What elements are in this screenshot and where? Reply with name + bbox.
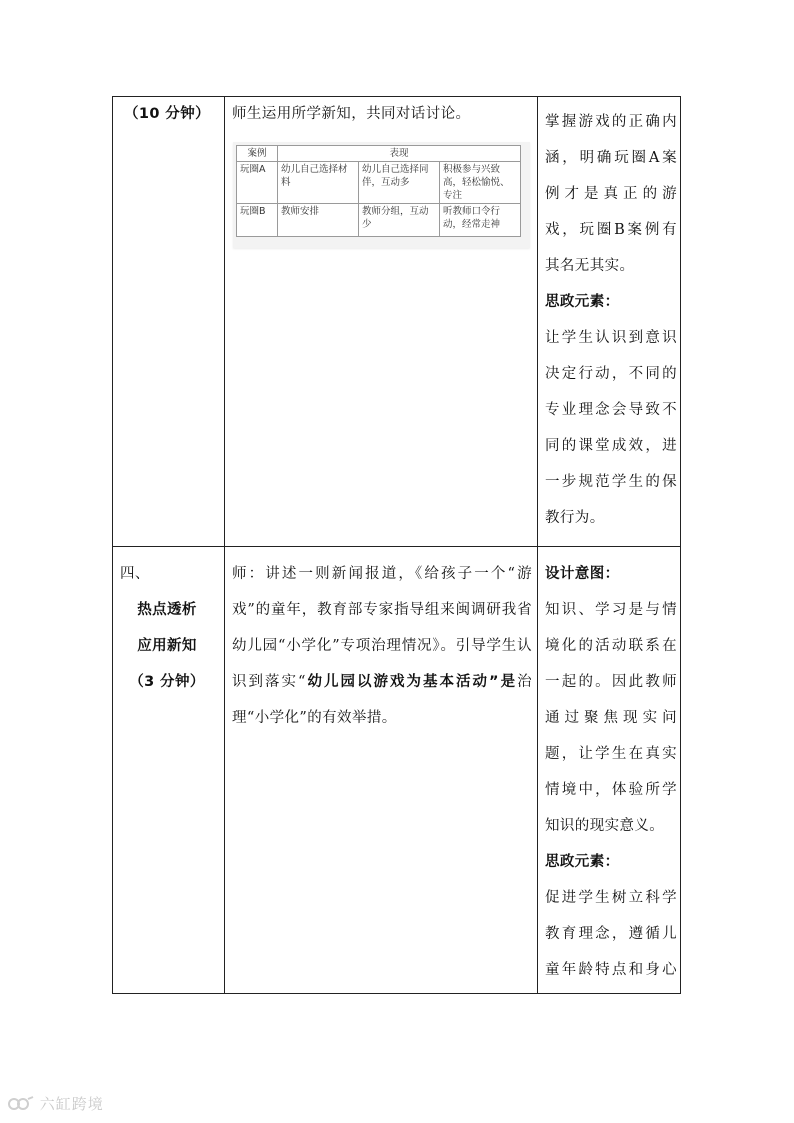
table-divider-1 xyxy=(224,96,225,994)
note-line: 专业理念会导致不 xyxy=(545,402,677,418)
row2-content-cell xyxy=(232,556,532,736)
note-line: 情境中，体验所学 xyxy=(545,782,677,798)
table-cell: 教师分组，互动少 xyxy=(359,204,440,237)
table-cell: 幼儿自己选择材料 xyxy=(278,162,359,204)
note-line: 涵，明确玩圈A案 xyxy=(545,150,677,166)
note-line: 同的课堂成效，进 xyxy=(545,438,677,454)
teacher-narrative xyxy=(232,556,532,736)
row1-intro: 师生运用所学新知，共同对话讨论。 xyxy=(232,106,471,122)
table-row-divider xyxy=(112,546,681,547)
note-line: 其名无其实。 xyxy=(545,258,635,274)
watermark xyxy=(8,1093,104,1114)
row1-content-cell xyxy=(232,96,532,132)
row1-notes-cell xyxy=(545,104,677,536)
section-number: 四、 xyxy=(120,566,150,582)
case-name: 玩圈B xyxy=(237,204,278,237)
section-title-line2: 应用新知 xyxy=(137,638,197,654)
note-line: 掌握游戏的正确内 xyxy=(545,114,677,130)
row1-time: （10 分钟） xyxy=(123,106,211,122)
table-row xyxy=(237,162,521,204)
note-line: 童年龄特点和身心 xyxy=(545,962,677,978)
row2-notes-cell xyxy=(545,556,677,988)
case-name: 玩圈A xyxy=(237,162,278,204)
table-border-bottom xyxy=(112,993,681,994)
narrative-emphasis: 幼儿园以游戏为基本活动”是 xyxy=(305,674,518,690)
table-row xyxy=(237,204,521,237)
table-divider-2 xyxy=(537,96,538,994)
table-border-right xyxy=(680,96,681,994)
header-performance: 表现 xyxy=(278,146,521,162)
note-line: 知识、学习是与情 xyxy=(545,602,677,618)
note-line: 教育理念，遵循儿 xyxy=(545,926,677,942)
ideology-heading: 思政元素： xyxy=(545,854,620,870)
table-cell: 听教师口令行动，经常走神 xyxy=(440,204,521,237)
narrative-text-end: 治理“小学化”的有效举措。 xyxy=(232,674,532,726)
row1-time-cell xyxy=(112,96,222,132)
design-intent-heading: 设计意图： xyxy=(545,566,620,582)
row2-section-cell xyxy=(112,556,222,700)
note-line: 通过聚焦现实问 xyxy=(545,710,677,726)
header-case: 案例 xyxy=(237,146,278,162)
table-cell: 幼儿自己选择同伴，互动多 xyxy=(359,162,440,204)
note-line: 境化的活动联系在 xyxy=(545,638,677,654)
comparison-table xyxy=(236,145,521,237)
note-line: 戏，玩圈B案例有 xyxy=(545,222,677,238)
table-cell: 积极参与兴致高，轻松愉悦、专注 xyxy=(440,162,521,204)
narrative-text: 师：讲述一则新闻报道，《给孩子一个“游戏”的童年，教育部专家指导组来闽调研我省幼儿园“小学化”专项治理情况》。引导学生认识到落实“ xyxy=(232,566,532,690)
note-line: 促进学生树立科学 xyxy=(545,890,677,906)
embedded-table-image xyxy=(233,142,530,248)
table-border-left xyxy=(112,96,113,994)
section-title-line1: 热点透析 xyxy=(137,602,197,618)
note-line: 例才是真正的游 xyxy=(545,186,677,202)
note-line: 一步规范学生的保 xyxy=(545,474,677,490)
ideology-heading: 思政元素： xyxy=(545,294,620,310)
table-cell: 教师安排 xyxy=(278,204,359,237)
watermark-logo-icon xyxy=(8,1095,34,1111)
watermark-text: 六缸跨境 xyxy=(39,1095,104,1113)
note-line: 决定行动，不同的 xyxy=(545,366,677,382)
section-time: （3 分钟） xyxy=(129,674,205,690)
note-line: 题，让学生在真实 xyxy=(545,746,677,762)
note-line: 教行为。 xyxy=(545,510,605,526)
note-line: 知识的现实意义。 xyxy=(545,818,665,834)
note-line: 一起的。因此教师 xyxy=(545,674,677,690)
note-line: 让学生认识到意识 xyxy=(545,330,677,346)
